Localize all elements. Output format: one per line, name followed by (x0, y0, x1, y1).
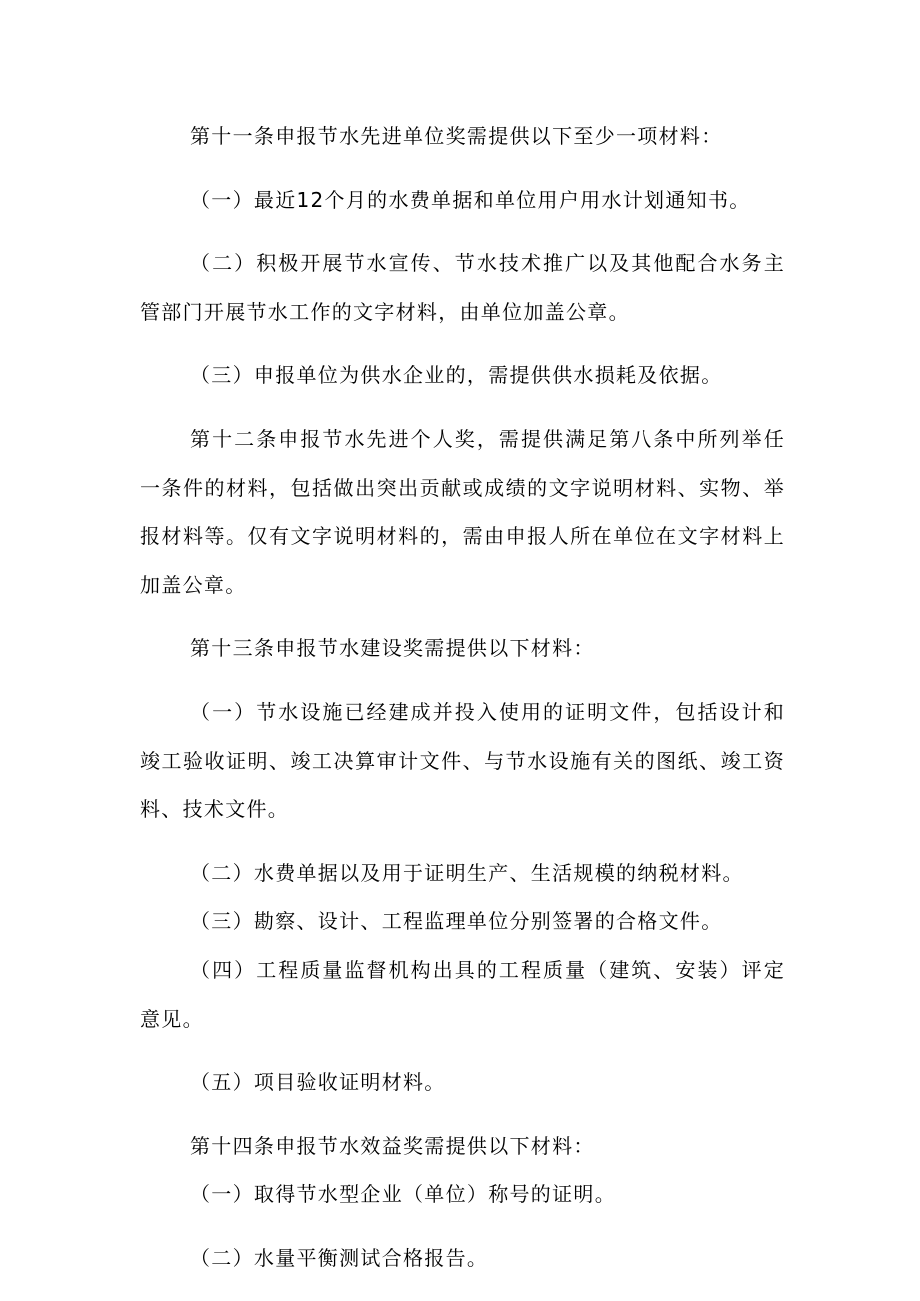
article-13-item-5: （五）项目验收证明材料。 (190, 1070, 446, 1095)
article-14-item-1: （一）取得节水型企业（单位）称号的证明。 (190, 1182, 616, 1207)
article-13-item-1: （一）节水设施已经建成并投入使用的证明文件，包括设计和竣工验收证明、竣工决算审计文件、与节水设施有关的图纸、竣工资料、技术文件。 (140, 699, 785, 822)
article-13-item-4: （四）工程质量监督机构出具的工程质量（建筑、安装）评定意见。 (140, 957, 785, 1031)
article-11-item-2: （二）积极开展节水宣传、节水技术推广以及其他配合水务主管部门开展节水工作的文字材料，由单位加盖公章。 (140, 251, 785, 324)
article-13-item-3: （三）勘察、设计、工程监理单位分别签署的合格文件。 (190, 909, 723, 934)
article-11-item-1: （一）最近12个月的水费单据和单位用户用水计划通知书。 (190, 187, 751, 212)
article-12: 第十二条申报节水先进个人奖，需提供满足第八条中所列举任一条件的材料，包括做出突出贡献或成绩的文字说明材料、实物、举报材料等。仅有文字说明材料的，需由申报人所在单位在文字材料上加盖公章。 (140, 426, 785, 597)
document-body (140, 112, 785, 1297)
article-14-heading: 第十四条申报节水效益奖需提供以下材料： (190, 1133, 595, 1158)
article-13-item-2: （二）水费单据以及用于证明生产、生活规模的纳税材料。 (190, 860, 744, 885)
article-11-item-3: （三）申报单位为供水企业的，需提供供水损耗及依据。 (190, 363, 723, 388)
article-14-item-2: （二）水量平衡测试合格报告。 (190, 1245, 489, 1270)
article-13-heading: 第十三条申报节水建设奖需提供以下材料： (190, 636, 595, 661)
article-11-heading: 第十一条申报节水先进单位奖需提供以下至少一项材料： (190, 124, 723, 148)
